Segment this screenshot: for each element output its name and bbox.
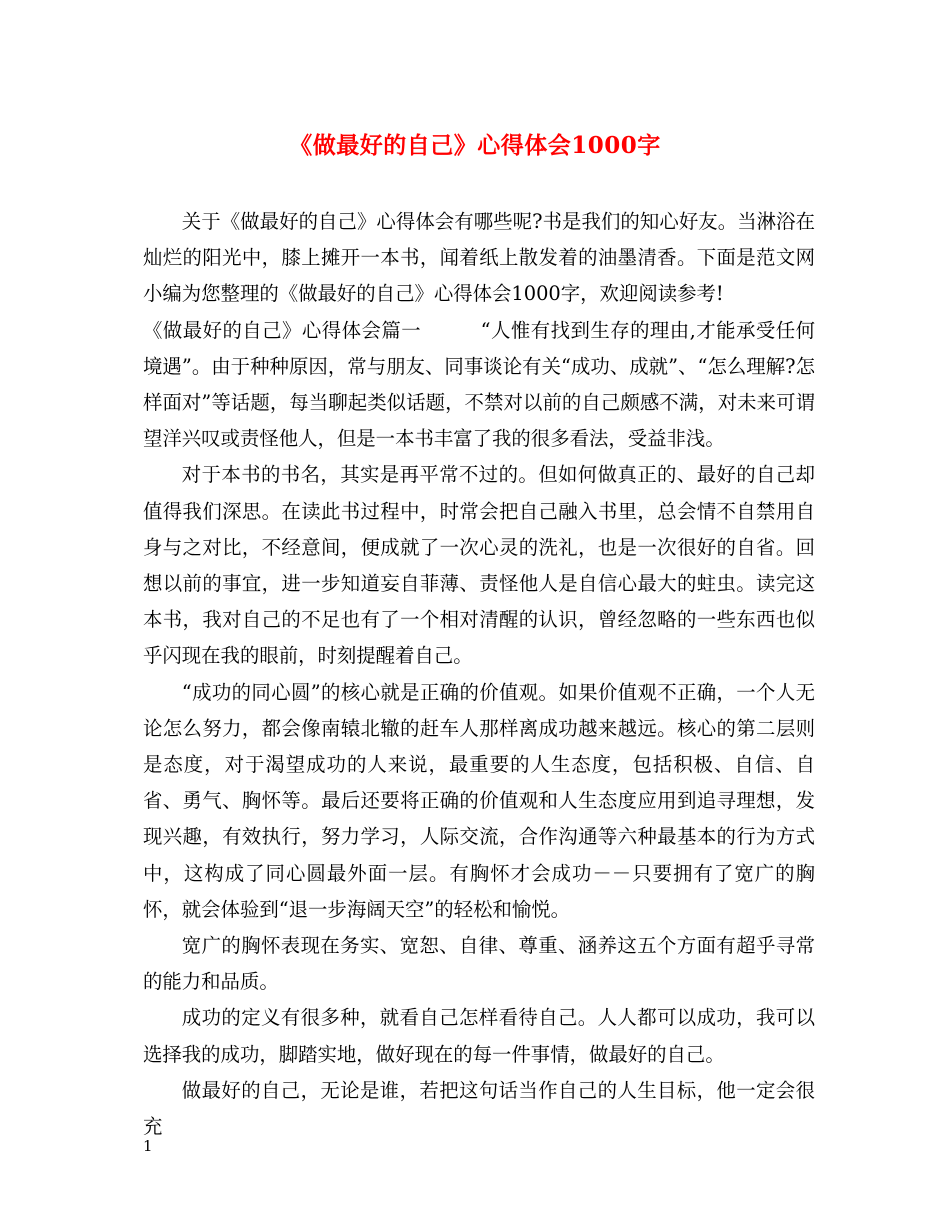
paragraph-section-one: 《做最好的自己》心得体会篇一 “人惟有找到生存的理由,才能承受任何境遇”。由于种种原因，常与朋友、同事谈论有关“成功、成就”、“怎么理解?怎样面对”等话题，每当聊起类似话题，不禁对以前的自己颇感不满，对未来可谓望洋兴叹或责怪他人，但是一本书丰富了我的很多看法，受益非浅。: [143, 318, 815, 451]
paragraph-broad-mind: 宽广的胸怀表现在务实、宽恕、自律、尊重、涵养这五个方面有超乎寻常的能力和品质。: [143, 934, 815, 994]
paragraph-book-title: 对于本书的书名，其实是再平常不过的。但如何做真正的、最好的自己却值得我们深思。在读此书过程中，时常会把自己融入书里，总会情不自禁用自身与之对比，不经意间，便成就了一次心灵的洗礼，也是一次很好的自省。回想以前的事宜，进一步知道妄自菲薄、责怪他人是自信心最大的蛀虫。读完这本书，我对自己的不足也有了一个相对清醒的认识，曾经忽略的一些东西也似乎闪现在我的眼前，时刻提醒着自己。: [143, 463, 815, 668]
paragraph-be-your-best: 做最好的自己，无论是谁，若把这句话当作自己的人生目标，他一定会很充: [143, 1078, 815, 1139]
paragraph-success-definition: 成功的定义有很多种，就看自己怎样看待自己。人人都可以成功，我可以选择我的成功，脚踏实地，做好现在的每一件事情，做最好的自己。: [143, 1006, 815, 1066]
page-number: 1: [143, 1137, 153, 1155]
paragraph-success-circle: “成功的同心圆”的核心就是正确的价值观。如果价值观不正确，一个人无论怎么努力，都会像南辕北辙的赶车人那样离成功越来越远。核心的第二层则是态度，对于渴望成功的人来说，最重要的人生态度，包括积极、自信、自省、勇气、胸怀等。最后还要将正确的价值观和人生态度应用到追寻理想，发现兴趣，有效执行，努力学习，人际交流，合作沟通等六种最基本的行为方式中，这构成了同心圆最外面一层。有胸怀才会成功－－只要拥有了宽广的胸怀，就会体验到“退一步海阔天空”的轻松和愉悦。: [143, 680, 815, 921]
paragraph-intro: 关于《做最好的自己》心得体会有哪些呢?书是我们的知心好友。当淋浴在灿烂的阳光中，膝上摊开一本书，闻着纸上散发着的油墨清香。下面是范文网小编为您整理的《做最好的自己》心得体会1000字，欢迎阅读参考!: [143, 210, 815, 306]
document-body: [143, 204, 815, 1145]
document-title: 《做最好的自己》心得体会1000字: [289, 132, 661, 159]
